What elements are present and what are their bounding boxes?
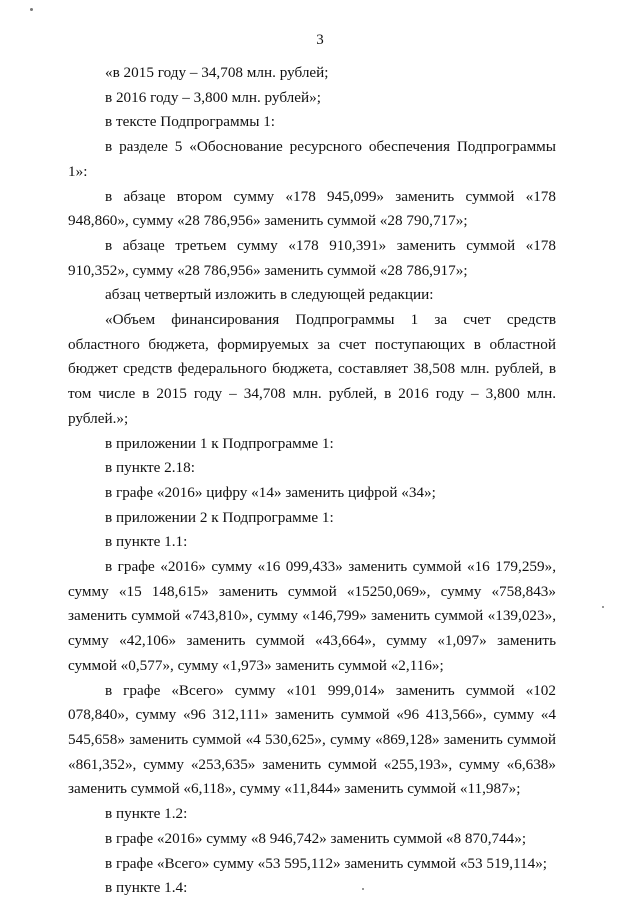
paragraph: в графе «Всего» сумму «101 999,014» заменить суммой «102 078,840», сумму «96 312,111» заменить суммой «96 413,566», сумму «4 545,658» заменить суммой «4 530,625», сумму «869,128» заменить суммой «861,352», сумму «253,635» заменить суммой «255,193», сумму «6,638» заменить суммой «6,118», сумму «11,844» заменить суммой «11,987»; <box>68 681 556 798</box>
paragraph: в пункте 1.4: <box>105 879 188 897</box>
scan-speck <box>30 8 33 11</box>
paragraph: в разделе 5 «Обоснование ресурсного обеспечения Подпрограммы 1»: <box>68 138 556 180</box>
paragraph: в пункте 2.18: <box>105 459 195 477</box>
paragraph: в абзаце третьем сумму «178 910,391» заменить суммой «178 910,352», сумму «28 786,956» заменить суммой «28 786,917»; <box>68 236 556 279</box>
paragraph: «в 2015 году – 34,708 млн. рублей; <box>105 64 329 81</box>
paragraph: в графе «2016» сумму «16 099,433» заменить суммой «16 179,259», сумму «15 148,615» заменить суммой «15250,069», сумму «758,843» заменить суммой «743,810», сумму «146,799» заменить суммой «139,023», сумму «42,106» заменить суммой «43,664», сумму «1,097» заменить суммой «0,577», сумму «1,973» заменить суммой «2,116»; <box>68 558 556 674</box>
paragraph: в 2016 году – 3,800 млн. рублей»; <box>105 88 321 106</box>
document-body <box>68 61 556 901</box>
paragraph: в тексте Подпрограммы 1: <box>105 113 276 131</box>
page-number: 3 <box>316 32 324 48</box>
paragraph: «Объем финансирования Подпрограммы 1 за счет средств областного бюджета, формируемых за счет поступающих в областной бюджет средств федерального бюджета, составляет 38,508 млн. рублей, в том числе в 2015 году – 34,708 млн. рублей, в 2016 году – 3,800 млн. рублей.»; <box>68 311 556 427</box>
paragraph: в графе «Всего» сумму «53 595,112» заменить суммой «53 519,114»; <box>105 854 548 872</box>
paragraph: в приложении 2 к Подпрограмме 1: <box>105 508 334 526</box>
paragraph: в приложении 1 к Подпрограмме 1: <box>105 434 334 452</box>
paragraph: абзац четвертый изложить в следующей редакции: <box>105 286 434 304</box>
paragraph: в пункте 1.2: <box>105 805 188 823</box>
scan-speck <box>602 606 604 608</box>
paragraph: в пункте 1.1: <box>105 533 188 551</box>
paragraph: в абзаце втором сумму «178 945,099» заменить суммой «178 948,860», сумму «28 786,956» заменить суммой «28 790,717»; <box>68 187 556 230</box>
paragraph: в графе «2016» цифру «14» заменить цифрой «34»; <box>105 483 436 501</box>
paragraph: в графе «2016» сумму «8 946,742» заменить суммой «8 870,744»; <box>105 829 527 847</box>
